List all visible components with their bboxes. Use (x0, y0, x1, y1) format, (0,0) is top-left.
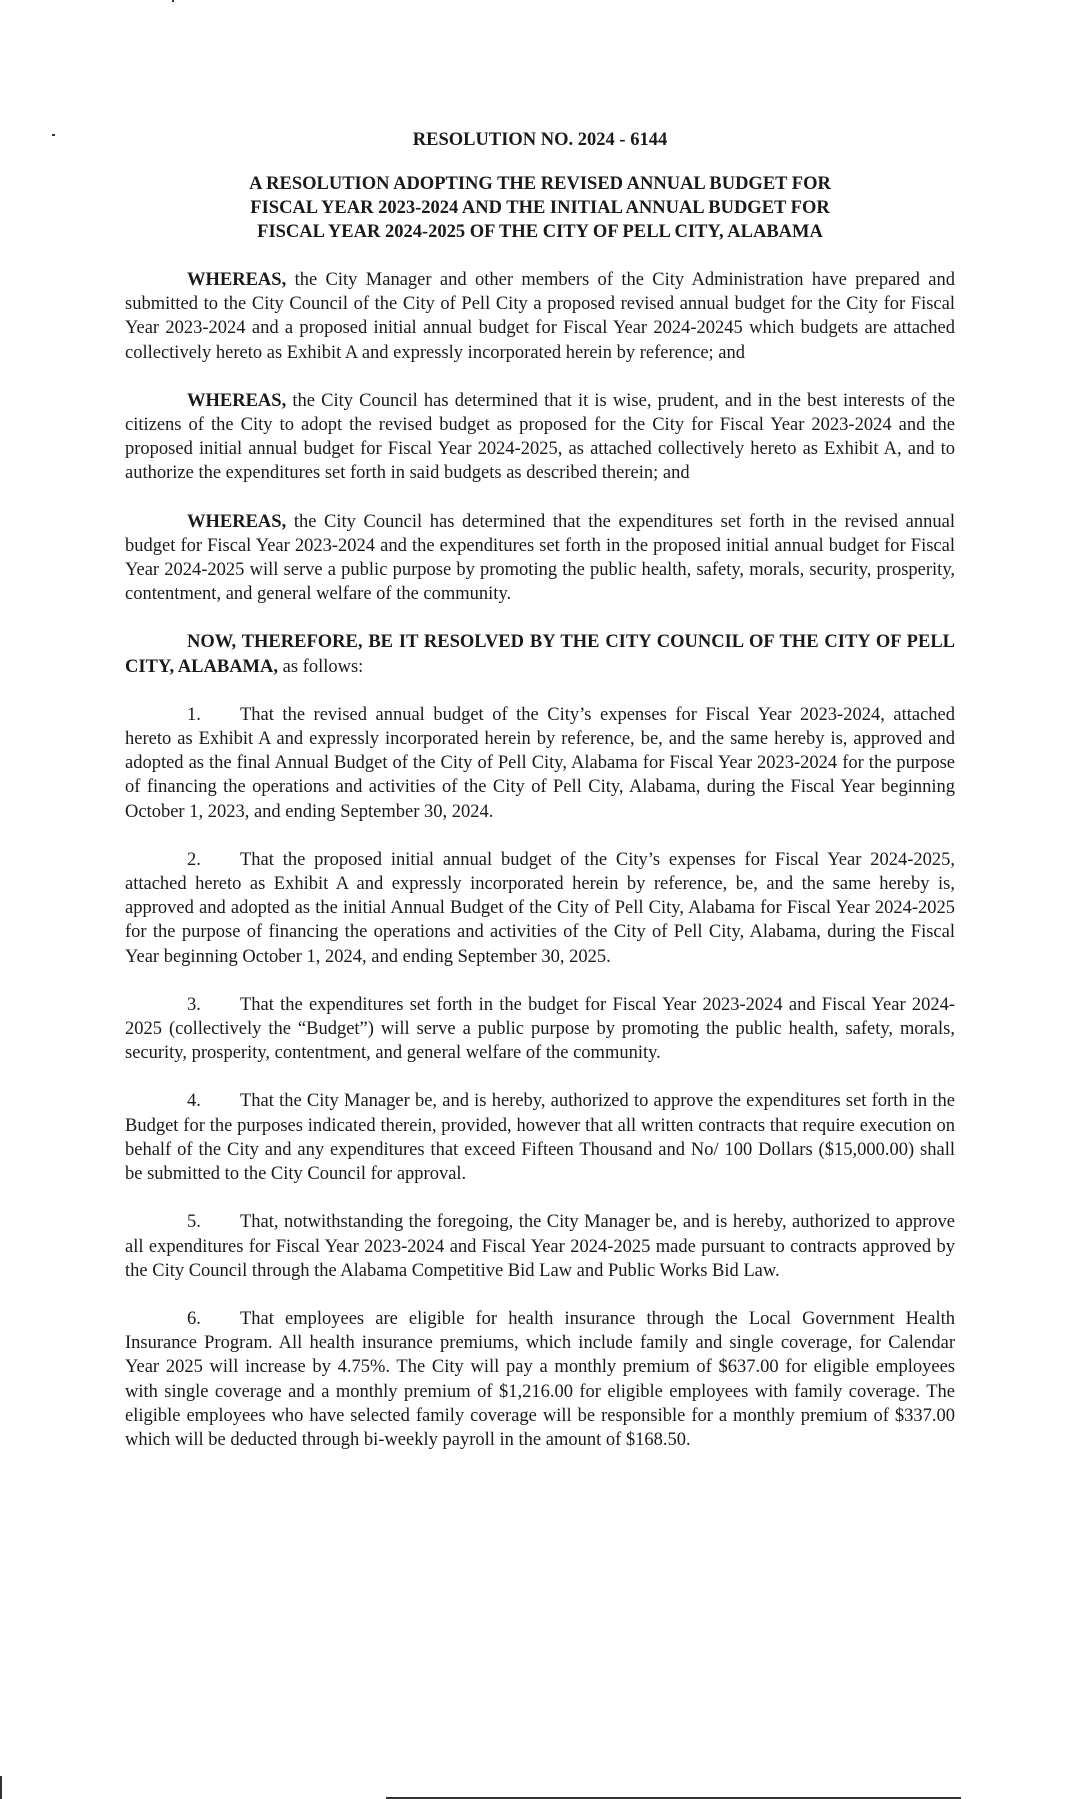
item-number: 1. (187, 704, 201, 725)
scan-speck (52, 134, 55, 136)
whereas-lead: WHEREAS, (187, 270, 287, 290)
resolution-item (125, 1307, 955, 1452)
item-text: That the proposed initial annual budget of the City’s expenses for Fiscal Year 2024-2025, attached hereto as Exhibit A and expressly incorporated herein by reference, be, and the same hereby is, approved and adopted as the initial Annual Budget of the City of Pell City, Alabama for Fiscal Year 2024-2025 for the purpose of financing the operations and activities of the City of Pell City, Alabama, during the Fiscal Year beginning October 1, 2024, and ending September 30, 2025. (125, 849, 955, 967)
scan-speck (172, 0, 174, 2)
item-text: That employees are eligible for health insurance through the Local Government Health Insurance Program. All health insurance premiums, which include family and single coverage, for Calendar Year 2025 will increase by 4.75%. The City will pay a monthly premium of $637.00 for eligible employees with single coverage and a monthly premium of $1,216.00 for eligible employees with family coverage. The eligible employees who have selected family coverage will be responsible for a monthly premium of $337.00 which will be deducted through bi-weekly payroll in the amount of $168.50. (125, 1308, 955, 1450)
resolved-lead: NOW, THEREFORE, BE IT RESOLVED BY THE CITY COUNCIL OF THE CITY OF PELL CITY, ALABAMA, (125, 632, 955, 677)
item-text: That the expenditures set forth in the budget for Fiscal Year 2023-2024 and Fiscal Year 2024-2025 (collectively the “Budget”) will serve a public purpose by promoting the public health, safety, morals, security, prosperity, contentment, and general welfare of the community. (125, 994, 955, 1064)
heading-line: FISCAL YEAR 2023-2024 AND THE INITIAL ANNUAL BUDGET FOR (250, 198, 830, 218)
resolved-paragraph (125, 630, 955, 678)
whereas-paragraph (125, 389, 955, 486)
heading-line: FISCAL YEAR 2024-2025 OF THE CITY OF PELL CITY, ALABAMA (257, 222, 823, 242)
resolution-number: RESOLUTION NO. 2024 - 6144 (412, 130, 668, 150)
resolution-item (125, 1089, 955, 1186)
heading-line: A RESOLUTION ADOPTING THE REVISED ANNUAL BUDGET FOR (249, 174, 831, 194)
item-text: That the City Manager be, and is hereby, authorized to approve the expenditures set forth in the Budget for the purposes indicated therein, provided, however that all written contracts that require execution on behalf of the City and any expenditures that exceed Fifteen Thousand and No/ 100 Dollars ($15,000.00) shall be submitted to the City Council for approval. (125, 1091, 955, 1185)
whereas-text: the City Council has determined that it is wise, prudent, and in the best interests of the citizens of the City to adopt the revised budget as proposed for the City for Fiscal Year 2023-2024 and the proposed initial annual budget for Fiscal Year 2024-2025, as attached collectively hereto as Exhibit A, and to authorize the expenditures set forth in said budgets as described therein; and (125, 390, 955, 484)
item-number: 6. (187, 1308, 201, 1329)
resolution-item (125, 703, 955, 824)
left-edge-mark (0, 1776, 2, 1799)
whereas-text: the City Manager and other members of the City Administration have prepared and submitted to the City Council of the City of Pell City a proposed revised annual budget for the City for Fiscal Year 2023-2024 and a proposed initial annual budget for Fiscal Year 2024-20245 which budgets are attached collectively hereto as Exhibit A and expressly incorporated herein by reference; and (125, 270, 955, 363)
whereas-paragraph (125, 510, 955, 607)
whereas-lead: WHEREAS, (187, 511, 287, 532)
item-text: That the revised annual budget of the City’s expenses for Fiscal Year 2023-2024, attached hereto as Exhibit A and expressly incorporated herein by reference, be, and the same hereby is, approved and adopted as the final Annual Budget of the City of Pell City, Alabama for Fiscal Year 2023-2024 for the purpose of financing the operations and activities of the City of Pell City, Alabama, during the Fiscal Year beginning October 1, 2023, and ending September 30, 2024. (125, 704, 955, 822)
resolution-item (125, 1210, 955, 1283)
resolved-text: as follows: (278, 656, 364, 677)
item-number: 4. (187, 1091, 201, 1112)
resolution-item (125, 848, 955, 969)
whereas-paragraph (125, 268, 955, 365)
item-number: 3. (187, 994, 201, 1015)
whereas-text: the City Council has determined that the expenditures set forth in the revised annual budget for Fiscal Year 2023-2024 and the expenditures set forth in the proposed initial annual budget for Fiscal Year 2024-2025 will serve a public purpose by promoting the public health, safety, morals, security, prosperity, contentment, and general welfare of the community. (125, 511, 955, 605)
resolution-item (125, 993, 955, 1066)
resolution-document (125, 128, 955, 1452)
item-text: That, notwithstanding the foregoing, the City Manager be, and is hereby, authorized to approve all expenditures for Fiscal Year 2023-2024 and Fiscal Year 2024-2025 made pursuant to contracts approved by the City Council through the Alabama Competitive Bid Law and Public Works Bid Law. (125, 1212, 955, 1281)
resolution-heading (125, 172, 955, 244)
whereas-lead: WHEREAS, (187, 390, 287, 411)
item-number: 5. (187, 1212, 201, 1233)
item-number: 2. (187, 849, 201, 870)
